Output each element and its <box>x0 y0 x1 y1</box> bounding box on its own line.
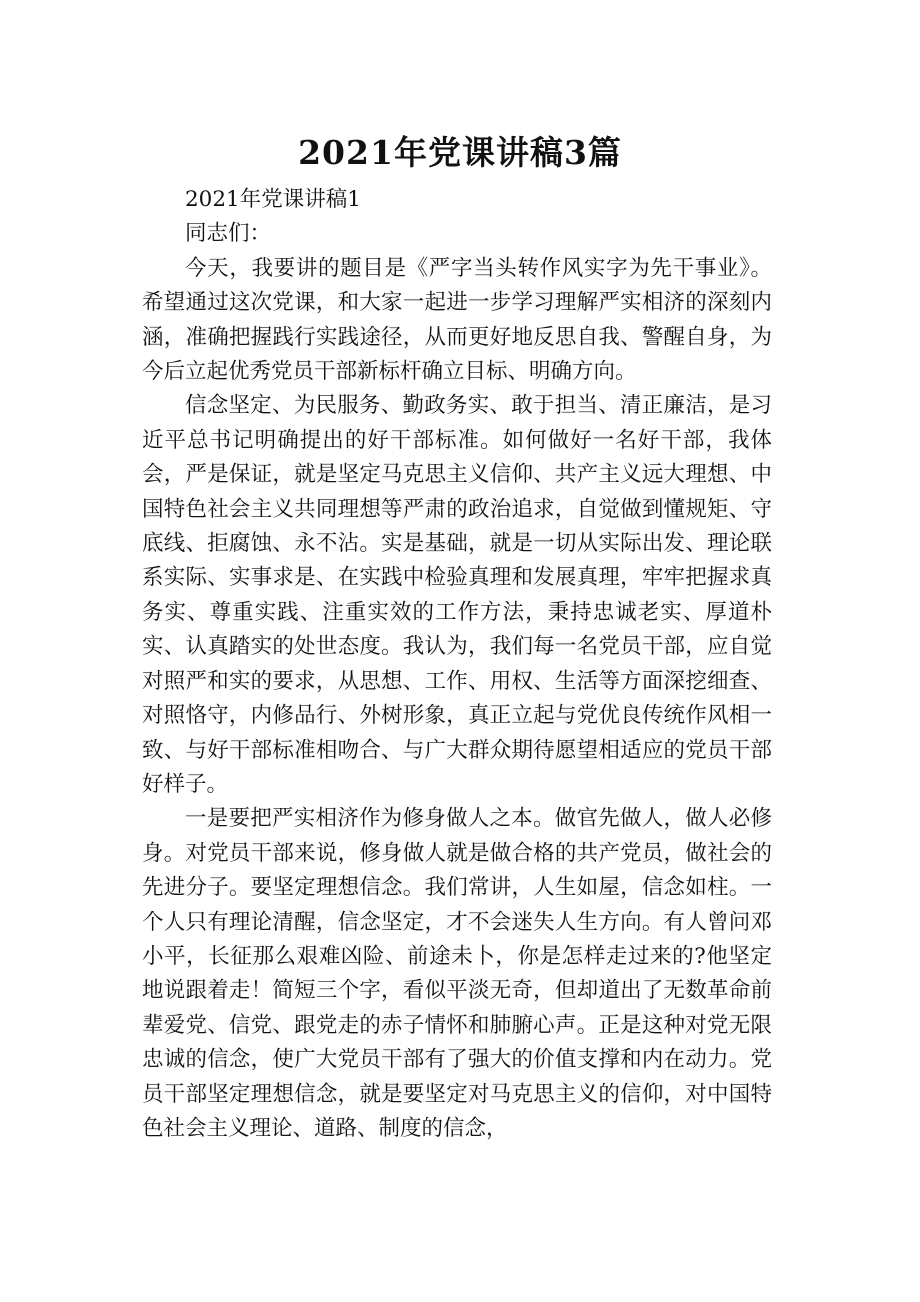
paragraph-point-one: 一是要把严实相济作为修身做人之本。做官先做人，做人必修身。对党员干部来说，修身做人就是做合格的共产党员，做社会的先进分子。要坚定理想信念。我们常讲，人生如屋，信念如柱。一个人只有理论清醒，信念坚定，才不会迷失人生方向。有人曾问邓小平，长征那么艰难凶险、前途未卜，你是怎样走过来的?他坚定地说跟着走！简短三个字，看似平淡无奇，但却道出了无数革命前辈爱党、信党、跟党走的赤子情怀和肺腑心声。正是这种对党无限忠诚的信念，使广大党员干部有了强大的价值支撑和内在动力。党员干部坚定理想信念，就是要坚定对马克思主义的信仰，对中国特色社会主义理论、道路、制度的信念， <box>142 806 772 1141</box>
salutation: 同志们： <box>185 221 272 247</box>
paragraph-standards: 信念坚定、为民服务、勤政务实、敢于担当、清正廉洁，是习近平总书记明确提出的好干部标准。如何做好一名好干部，我体会，严是保证，就是坚定马克思主义信仰、共产主义远大理想、中国特色社会主义共同理想等严肃的政治追求，自觉做到懂规矩、守底线、拒腐蚀、永不沾。实是基础，就是一切从实际出发、理论联系实际、实事求是、在实践中检验真理和发展真理，牢牢把握求真务实、尊重实践、注重实效的工作方法，秉持忠诚老实、厚道朴实、认真踏实的处世态度。我认为，我们每一名党员干部，应自觉对照严和实的要求，从思想、工作、用权、生活等方面深挖细查、对照恪守，内修品行、外树形象，真正立起与党优良传统作风相一致、与好干部标准相吻合、与广大群众期待愿望相适应的党员干部好样子。 <box>142 393 772 797</box>
document-title: 2021年党课讲稿3篇 <box>298 133 622 172</box>
paragraph-intro: 今天，我要讲的题目是《严字当头转作风实字为先干事业》。希望通过这次党课，和大家一起进一步学习理解严实相济的深刻内涵，准确把握践行实践途径，从而更好地反思自我、警醒自身，为今后立起优秀党员干部新标杆确立目标、明确方向。 <box>142 255 772 385</box>
document-body <box>142 183 772 1146</box>
document-subtitle: 2021年党课讲稿1 <box>185 187 361 212</box>
